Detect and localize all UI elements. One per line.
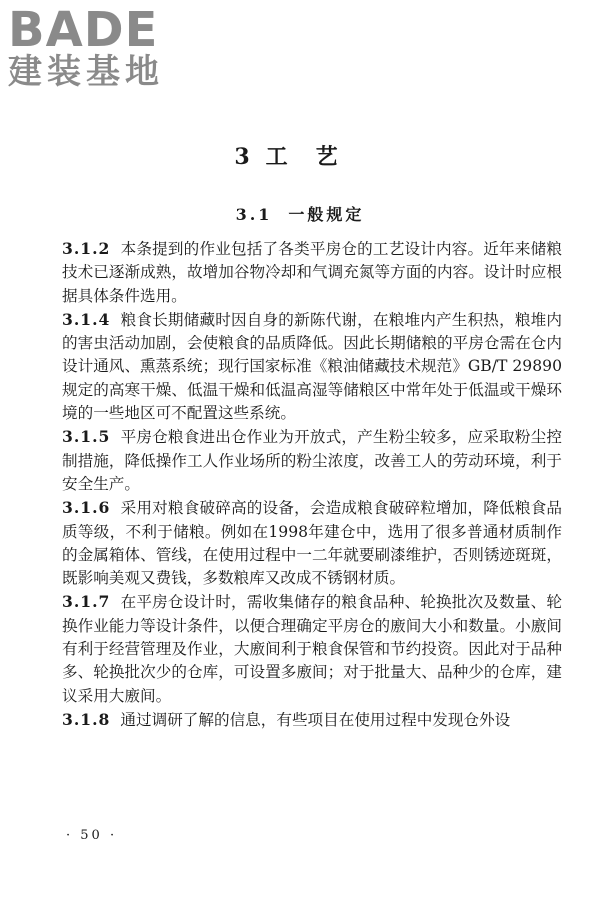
- section-heading: [0, 202, 600, 225]
- clause-text: 在平房仓设计时，需收集储存的粮食品种、轮换批次及数量、轮换作业能力等设计条件，以便合理确定平房仓的廒间大小和数量。小廒间有利于经营管理及作业，大廒间利于粮食保管和节约投资。因此对于品种多、轮换批次少的仓库，可设置多廒间；对于批量大、品种少的仓库，建议采用大廒间。: [62, 593, 562, 705]
- clause-paragraph: [62, 237, 562, 308]
- logo-wordmark: BADE: [8, 2, 159, 58]
- body-text: [62, 237, 562, 732]
- clause-paragraph: [62, 590, 562, 707]
- clause-number: 3.1.8: [62, 709, 111, 729]
- clause-number: 3.1.2: [62, 239, 111, 258]
- clause-text: 粮食长期储藏时因自身的新陈代谢，在粮堆内产生积热，粮堆内的害虫活动加剧，会使粮食的品质降低。因此长期储粮的平房仓需在仓内设计通风、熏蒸系统；现行国家标准《粮油储藏技术规范》GB/T 29890规定的高寒干燥、低温干燥和低温高湿等储粮区中常年处于低温或干燥环境的一些地区可不配置这些系统。: [62, 310, 562, 423]
- clause-number: 3.1.6: [62, 498, 111, 518]
- clause-text: 采用对粮食破碎高的设备，会造成粮食破碎粒增加，降低粮食品质等级，不利于储粮。例如在1998年建仓中，选用了很多普通材质制作的金属箱体、管线，在使用过程中一二年就要刷漆维护，否则锈迹斑斑，既影响美观又费钱，多数粮库又改成不锈钢材质。: [62, 499, 562, 588]
- clause-number: 3.1.4: [62, 309, 111, 329]
- clause-text: 平房仓粮食进出仓作业为开放式，产生粉尘较多，应采取粉尘控制措施，降低操作工人作业场所的粉尘浓度，改善工人的劳动环境，利于安全生产。: [62, 428, 562, 493]
- clause-number: 3.1.5: [62, 427, 111, 447]
- chapter-heading: [0, 140, 600, 171]
- clause-text: 本条提到的作业包括了各类平房仓的工艺设计内容。近年来储粮技术已逐渐成熟，故增加谷物冷却和气调充氮等方面的内容。设计时应根据具体条件选用。: [62, 240, 562, 305]
- clause-paragraph: [62, 496, 562, 590]
- chapter-number: 3: [234, 144, 252, 170]
- logo-subtitle: 建装基地: [8, 52, 164, 92]
- clause-paragraph: [62, 708, 562, 732]
- section-title: 一般规定: [288, 205, 365, 224]
- section-number: 3.1: [235, 205, 273, 224]
- chapter-title: 工艺: [265, 144, 366, 170]
- clause-number: 3.1.7: [62, 592, 111, 612]
- clause-text: 通过调研了解的信息，有些项目在使用过程中发现仓外设: [120, 710, 511, 729]
- clause-paragraph: [62, 308, 562, 425]
- page-number: · 50 ·: [66, 828, 118, 843]
- clause-paragraph: [62, 425, 562, 496]
- publisher-logo: [8, 4, 178, 90]
